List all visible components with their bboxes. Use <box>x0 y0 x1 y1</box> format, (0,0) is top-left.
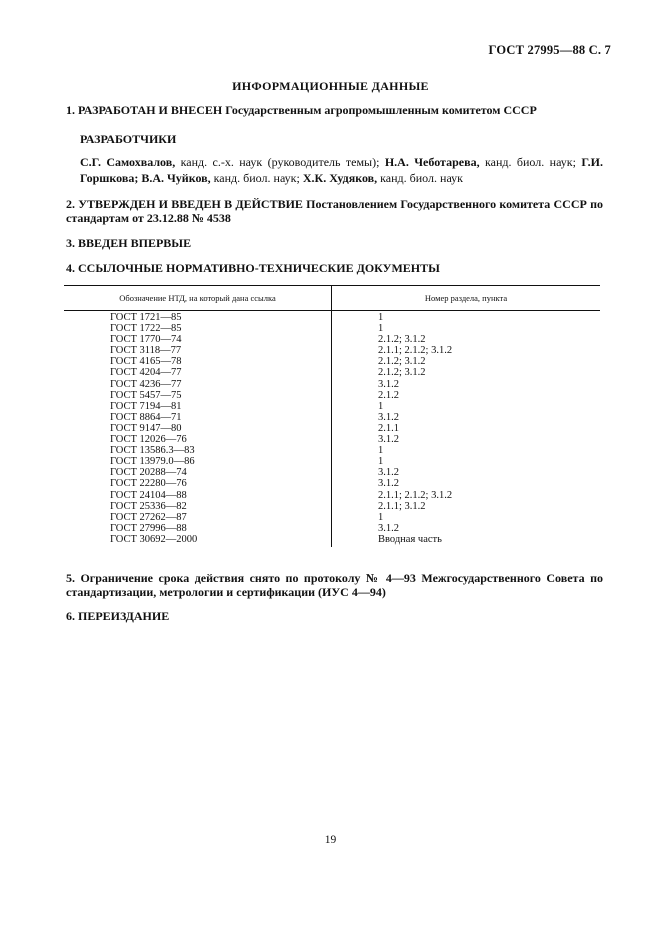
table-header-col2: Номер раздела, пункта <box>424 293 508 303</box>
table-cell-ref: 3.1.2 <box>378 378 399 390</box>
table-cell-doc: ГОСТ 12026—76 <box>110 434 187 446</box>
table-cell-doc: ГОСТ 30692—2000 <box>110 533 198 545</box>
table-body <box>64 311 600 547</box>
table-cell-ref: 2.1.1 <box>378 422 399 434</box>
table-cell-ref: 3.1.2 <box>378 411 399 423</box>
table-cell-ref: 3.1.2 <box>378 478 399 490</box>
developer-role: канд. биол. наук <box>377 171 463 185</box>
developers-list <box>80 154 603 186</box>
section-1-text: Государственным агропромышленным комитетом СССР <box>222 103 537 117</box>
table-cell-ref: 2.1.2; 3.1.2 <box>378 356 426 368</box>
table-cell-doc: ГОСТ 7194—81 <box>110 400 182 412</box>
table-header <box>64 285 600 311</box>
table-cell-doc: ГОСТ 4204—77 <box>110 367 182 379</box>
developer-role: канд. с.-х. наук (руководитель темы); <box>175 155 385 169</box>
page-header-doc-ref: ГОСТ 27995—88 С. 7 <box>488 43 611 57</box>
developer-role: канд. биол. наук; <box>479 155 582 169</box>
table-cell-doc: ГОСТ 8864—71 <box>110 411 182 423</box>
table-cell-ref: 2.1.2; 3.1.2 <box>378 334 426 346</box>
section-6-text: 6. ПЕРЕИЗДАНИЕ <box>66 609 170 623</box>
table-cell-ref: 2.1.2; 3.1.2 <box>378 367 426 379</box>
table-cell-doc: ГОСТ 27996—88 <box>110 522 187 534</box>
references-table <box>64 285 600 547</box>
table-cell-doc: ГОСТ 13586.3—83 <box>110 445 195 457</box>
table-cell-doc: ГОСТ 25336—82 <box>110 500 187 512</box>
developer-role: канд. биол. наук; <box>210 171 303 185</box>
section-5 <box>66 571 603 599</box>
table-cell-ref: 2.1.1; 3.1.2 <box>378 500 426 512</box>
developers-heading-text: РАЗРАБОТЧИКИ <box>80 132 177 146</box>
table-cell-ref: 1 <box>378 323 384 335</box>
table-cell-ref: 2.1.1; 2.1.2; 3.1.2 <box>378 345 453 357</box>
table-cell-doc: ГОСТ 1721—85 <box>110 312 182 323</box>
section-3-text: 3. ВВЕДЕН ВПЕРВЫЕ <box>66 236 192 250</box>
table-cell-doc: ГОСТ 4165—78 <box>110 356 182 368</box>
section-4-text: 4. ССЫЛОЧНЫЕ НОРМАТИВНО-ТЕХНИЧЕСКИЕ ДОКУМЕНТЫ <box>66 261 440 275</box>
section-3 <box>66 236 603 250</box>
table-cell-doc: ГОСТ 22280—76 <box>110 478 187 490</box>
section-6 <box>66 609 603 623</box>
table-cell-ref: 2.1.1; 2.1.2; 3.1.2 <box>378 489 453 501</box>
section-5-text: 5. Ограничение срока действия снято по протоколу № 4—93 Межгосударственного Совета по стандартизации, метрологии и сертификации (ИУС 4—94) <box>66 571 603 599</box>
developer-name: Х.К. Худяков, <box>302 171 378 185</box>
table-cell-doc: ГОСТ 1722—85 <box>110 323 182 335</box>
table-cell-doc: ГОСТ 5457—75 <box>110 389 182 401</box>
table-cell-ref: 3.1.2 <box>378 434 399 446</box>
table-cell-ref: 1 <box>378 312 384 323</box>
developer-name: Г.И. Горшкова; <box>80 155 603 185</box>
table-cell-doc: ГОСТ 20288—74 <box>110 467 187 479</box>
page-number: 19 <box>324 834 337 846</box>
table-cell-doc: ГОСТ 24104—88 <box>110 489 187 501</box>
table-cell-ref: 1 <box>378 445 384 457</box>
developer-name: Н.А. Чеботарева, <box>384 155 480 169</box>
table-cell-ref: 1 <box>378 400 384 412</box>
table-cell-doc: ГОСТ 13979.0—86 <box>110 456 195 468</box>
table-col-docs <box>64 311 332 547</box>
table-col-refs <box>332 311 600 547</box>
table-cell-ref: 1 <box>378 456 384 468</box>
table-cell-ref: Вводная часть <box>378 533 442 545</box>
section-2-lead: 2. УТВЕРЖДЕН И ВВЕДЕН В ДЕЙСТВИЕ <box>66 197 303 211</box>
table-cell-ref: 3.1.2 <box>378 467 399 479</box>
section-2 <box>66 197 603 225</box>
table-cell-doc: ГОСТ 1770—74 <box>110 334 182 346</box>
table-cell-doc: ГОСТ 27262—87 <box>110 511 187 523</box>
page-title: ИНФОРМАЦИОННЫЕ ДАННЫЕ <box>232 79 429 93</box>
table-cell-doc: ГОСТ 4236—77 <box>110 378 182 390</box>
table-cell-ref: 3.1.2 <box>378 522 399 534</box>
developer-name: С.Г. Самохвалов, <box>80 155 176 169</box>
developers-heading <box>80 132 617 146</box>
section-1-lead: 1. РАЗРАБОТАН И ВНЕСЕН <box>66 103 223 117</box>
table-cell-ref: 1 <box>378 511 384 523</box>
table-cell-doc: ГОСТ 3118—77 <box>110 345 182 357</box>
table-header-col1: Обозначение НТД, на который дана ссылка <box>64 286 332 310</box>
section-2-text: Постановлением Государственного комитета СССР по стандартам от 23.12.88 № 4538 <box>66 197 603 225</box>
table-cell-ref: 2.1.2 <box>378 389 399 401</box>
section-4 <box>66 261 603 275</box>
section-1 <box>66 103 603 117</box>
table-cell-doc: ГОСТ 9147—80 <box>110 422 182 434</box>
developer-name: В.А. Чуйков, <box>141 171 211 185</box>
